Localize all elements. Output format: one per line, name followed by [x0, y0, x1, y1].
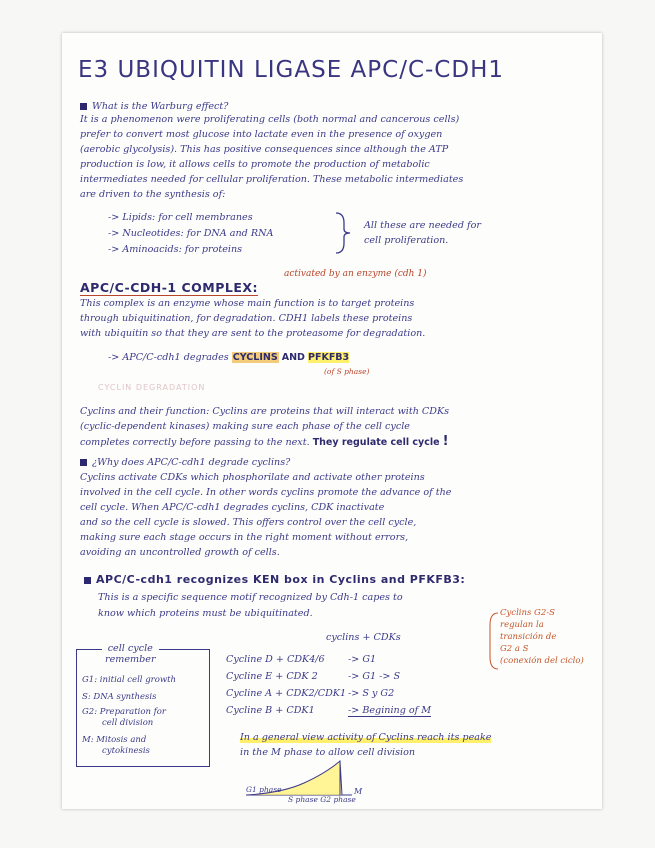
cell-cycle-item: G1: initial cell growth — [82, 675, 177, 685]
cell-cycle-box-title: cell cycle remember — [102, 643, 159, 665]
graph-label-m: M — [354, 787, 363, 796]
bullet-icon — [80, 103, 87, 110]
side-note-bracket-icon — [486, 611, 500, 671]
bullet-icon — [80, 459, 87, 466]
notebook-page — [62, 33, 602, 809]
cyclin-row: Cycline D + CDK4/6 -> G1 — [226, 654, 377, 665]
warburg-line: are driven to the synthesis of: — [80, 189, 226, 200]
why-line: making sure each stage occurs in the right moment without errors, — [80, 532, 409, 543]
warburg-line: (aerobic glycolysis). This has positive consequences since although the ATP — [80, 144, 449, 155]
cyclin-row: Cycline E + CDK 2 -> G1 -> S — [226, 671, 401, 682]
warburg-question: What is the Warburg effect? — [80, 100, 228, 114]
cyclin-row: Cycline A + CDK2/CDK1 -> S y G2 — [226, 688, 395, 699]
synthesis-item: -> Nucleotides: for DNA and RNA — [108, 228, 274, 239]
faded-heading: CYCLIN DEGRADATION — [98, 383, 206, 392]
activated-note: activated by an enzyme (cdh 1) — [284, 269, 427, 279]
why-line: avoiding an uncontrolled growth of cells. — [80, 547, 280, 558]
warburg-line: It is a phenomenon were proliferating cells (both normal and cancerous cells) — [80, 114, 460, 125]
apc-heading: APC/C-CDH-1 COMPLEX: — [80, 280, 259, 295]
page-title: E3 UBIQUITIN LIGASE APC/C-CDH1 — [78, 57, 505, 83]
apc-line: with ubiquitin so that they are sent to the proteasome for degradation. — [80, 328, 426, 339]
cell-cycle-item: G2: Preparation for cell division — [82, 707, 166, 728]
brace-note: cell proliferation. — [364, 235, 449, 246]
synthesis-item: -> Aminoacids: for proteins — [108, 244, 243, 255]
general-view-line: in the M phase to allow cell division — [240, 747, 416, 758]
why-line: Cyclins activate CDKs which phosphorilate and activate other proteins — [80, 472, 425, 483]
side-note: Cyclins G2-S regulan la transición de G2 a S (conexión del ciclo) — [500, 608, 584, 666]
ken-line: This is a specific sequence motif recognized by Cdh-1 capes to — [98, 592, 403, 603]
brace-icon — [334, 211, 354, 255]
cyclin-row: Cycline B + CDK1 -> Begining of M — [226, 705, 432, 716]
graph-label-sg2: S phase G2 phase — [288, 795, 356, 804]
cyclin-table-header: cyclins + CDKs — [326, 632, 401, 643]
cyclins-line: completes correctly before passing to the next. They regulate cell cycle ! — [80, 434, 449, 449]
synthesis-item: -> Lipids: for cell membranes — [108, 212, 253, 223]
warburg-line: intermediates needed for cellular proliferation. These metabolic intermediates — [80, 174, 464, 185]
ken-heading: APC/C-cdh1 recognizes KEN box in Cyclins and PFKFB3: — [84, 573, 465, 586]
apc-line: through ubiquitination, for degradation. CDH1 labels these proteins — [80, 313, 413, 324]
why-question: ¿Why does APC/C-cdh1 degrade cyclins? — [80, 456, 290, 470]
apc-degrades-line: -> APC/C-cdh1 degrades CYCLINS AND PFKFB3 — [108, 352, 350, 363]
graph-label-g1: G1 phase — [246, 785, 282, 794]
why-line: cell cycle. When APC/C-cdh1 degrades cyclins, CDK inactivate — [80, 502, 385, 513]
general-view-line: In a general view activity of Cyclins reach its peake — [240, 732, 492, 743]
ken-line: know which proteins must be ubiquitinated. — [98, 608, 313, 619]
bullet-icon — [84, 577, 91, 584]
cyclins-highlight: CYCLINS — [232, 352, 278, 363]
brace-note: All these are needed for — [364, 220, 481, 231]
apc-line: This complex is an enzyme whose main function is to target proteins — [80, 298, 415, 309]
why-line: involved in the cell cycle. In other words cyclins promote the advance of the — [80, 487, 452, 498]
cyclins-phase-note: (of S phase) — [324, 367, 370, 376]
pfkfb3-highlight: PFKFB3 — [308, 352, 350, 363]
cyclins-line: Cyclins and their function: Cyclins are proteins that will interact with CDKs — [80, 406, 450, 417]
cell-cycle-item: S: DNA synthesis — [82, 692, 157, 702]
warburg-line: prefer to convert most glucose into lactate even in the presence of oxygen — [80, 129, 443, 140]
cell-cycle-item: M: Mitosis and cytokinesis — [82, 735, 150, 756]
cyclins-line: (cyclic-dependent kinases) making sure each phase of the cell cycle — [80, 421, 410, 432]
why-line: and so the cell cycle is slowed. This offers control over the cell cycle, — [80, 517, 417, 528]
warburg-line: production is low, it allows cells to promote the production of metabolic — [80, 159, 430, 170]
